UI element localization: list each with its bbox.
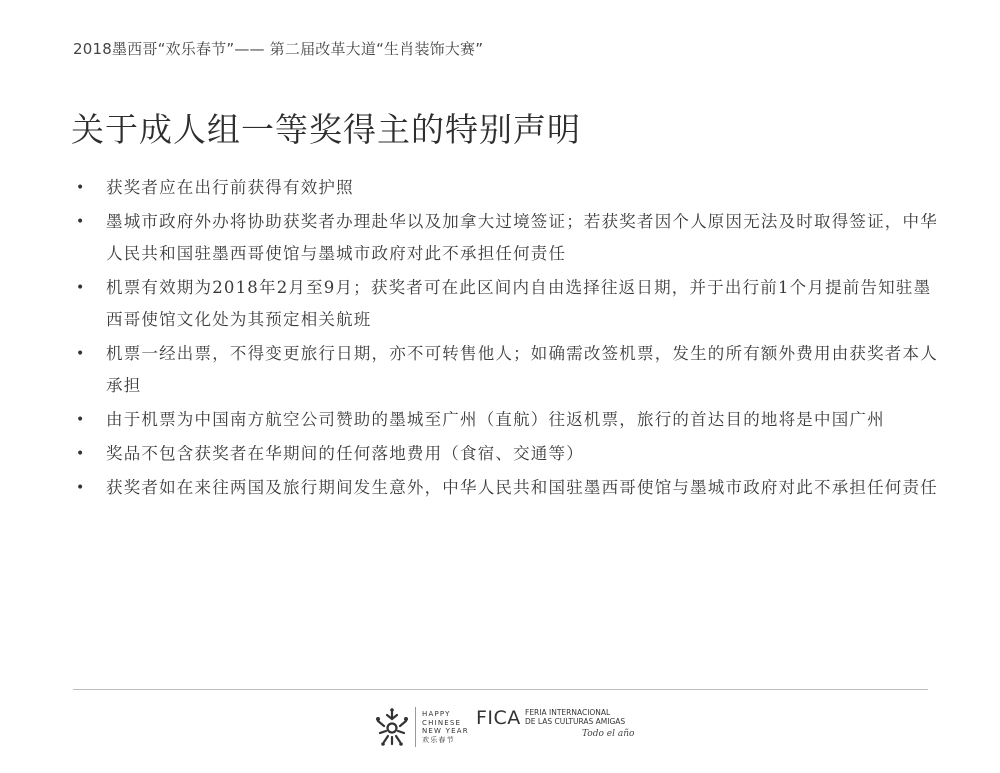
happy-chinese-new-year-logo-icon (372, 707, 412, 747)
footer-divider (73, 689, 928, 690)
hny-wordmark (422, 710, 469, 744)
fica-subtitle (525, 709, 625, 726)
list-item (76, 172, 940, 204)
statement-list (76, 172, 940, 506)
fica-line: DE LAS CULTURAS AMIGAS (525, 716, 626, 726)
bullet: • (76, 446, 86, 462)
footer-logos (372, 703, 662, 753)
bullet: • (76, 180, 86, 196)
document-header: 2018墨西哥“欢乐春节”—— 第二届改革大道“生肖装饰大赛” (73, 40, 484, 58)
list-item-text: 获奖者如在来往两国及旅行期间发生意外，中华人民共和国驻墨西哥使馆与墨城市政府对此不承担任何责任 (106, 478, 938, 497)
bullet: • (76, 280, 86, 296)
hny-line: CHINESE (422, 718, 462, 727)
list-item-text: 由于机票为中国南方航空公司赞助的墨城至广州（直航）往返机票，旅行的首达目的地将是中国广州 (106, 410, 885, 429)
list-item-text: 获奖者应在出行前获得有效护照 (106, 178, 354, 197)
list-item-text: 机票有效期为2018年2月至9月；获奖者可在此区间内自由选择往返日期，并于出行前1个月提前告知驻墨西哥使馆文化处为其预定相关航班 (106, 278, 932, 329)
hny-line: HAPPY (422, 710, 451, 718)
list-item (76, 206, 940, 270)
bullet: • (76, 412, 86, 428)
list-item-text: 墨城市政府外办将协助获奖者办理赴华以及加拿大过境签证；若获奖者因个人原因无法及时取得签证，中华人民共和国驻墨西哥使馆与墨城市政府对此不承担任何责任 (106, 212, 938, 263)
fica-slogan: Todo el año (582, 729, 635, 739)
page-title: 关于成人组一等奖得主的特别声明 (71, 110, 581, 149)
bullet: • (76, 214, 86, 230)
list-item (76, 272, 940, 336)
list-item-text: 机票一经出票，不得变更旅行日期，亦不可转售他人；如确需改签机票，发生的所有额外费用由获奖者本人承担 (106, 344, 938, 395)
list-item (76, 338, 940, 402)
list-item (76, 472, 940, 504)
fica-logo: FICA (476, 707, 521, 729)
bullet: • (76, 346, 86, 362)
fica-line: FERIA INTERNACIONAL (525, 708, 611, 717)
bullet: • (76, 480, 86, 496)
list-item (76, 404, 940, 436)
list-item-text: 奖品不包含获奖者在华期间的任何落地费用（食宿、交通等） (106, 444, 584, 463)
list-item (76, 438, 940, 470)
logo-separator (415, 707, 416, 747)
hny-line: 欢乐春节 (422, 735, 455, 744)
hny-line: NEW YEAR (422, 727, 469, 735)
